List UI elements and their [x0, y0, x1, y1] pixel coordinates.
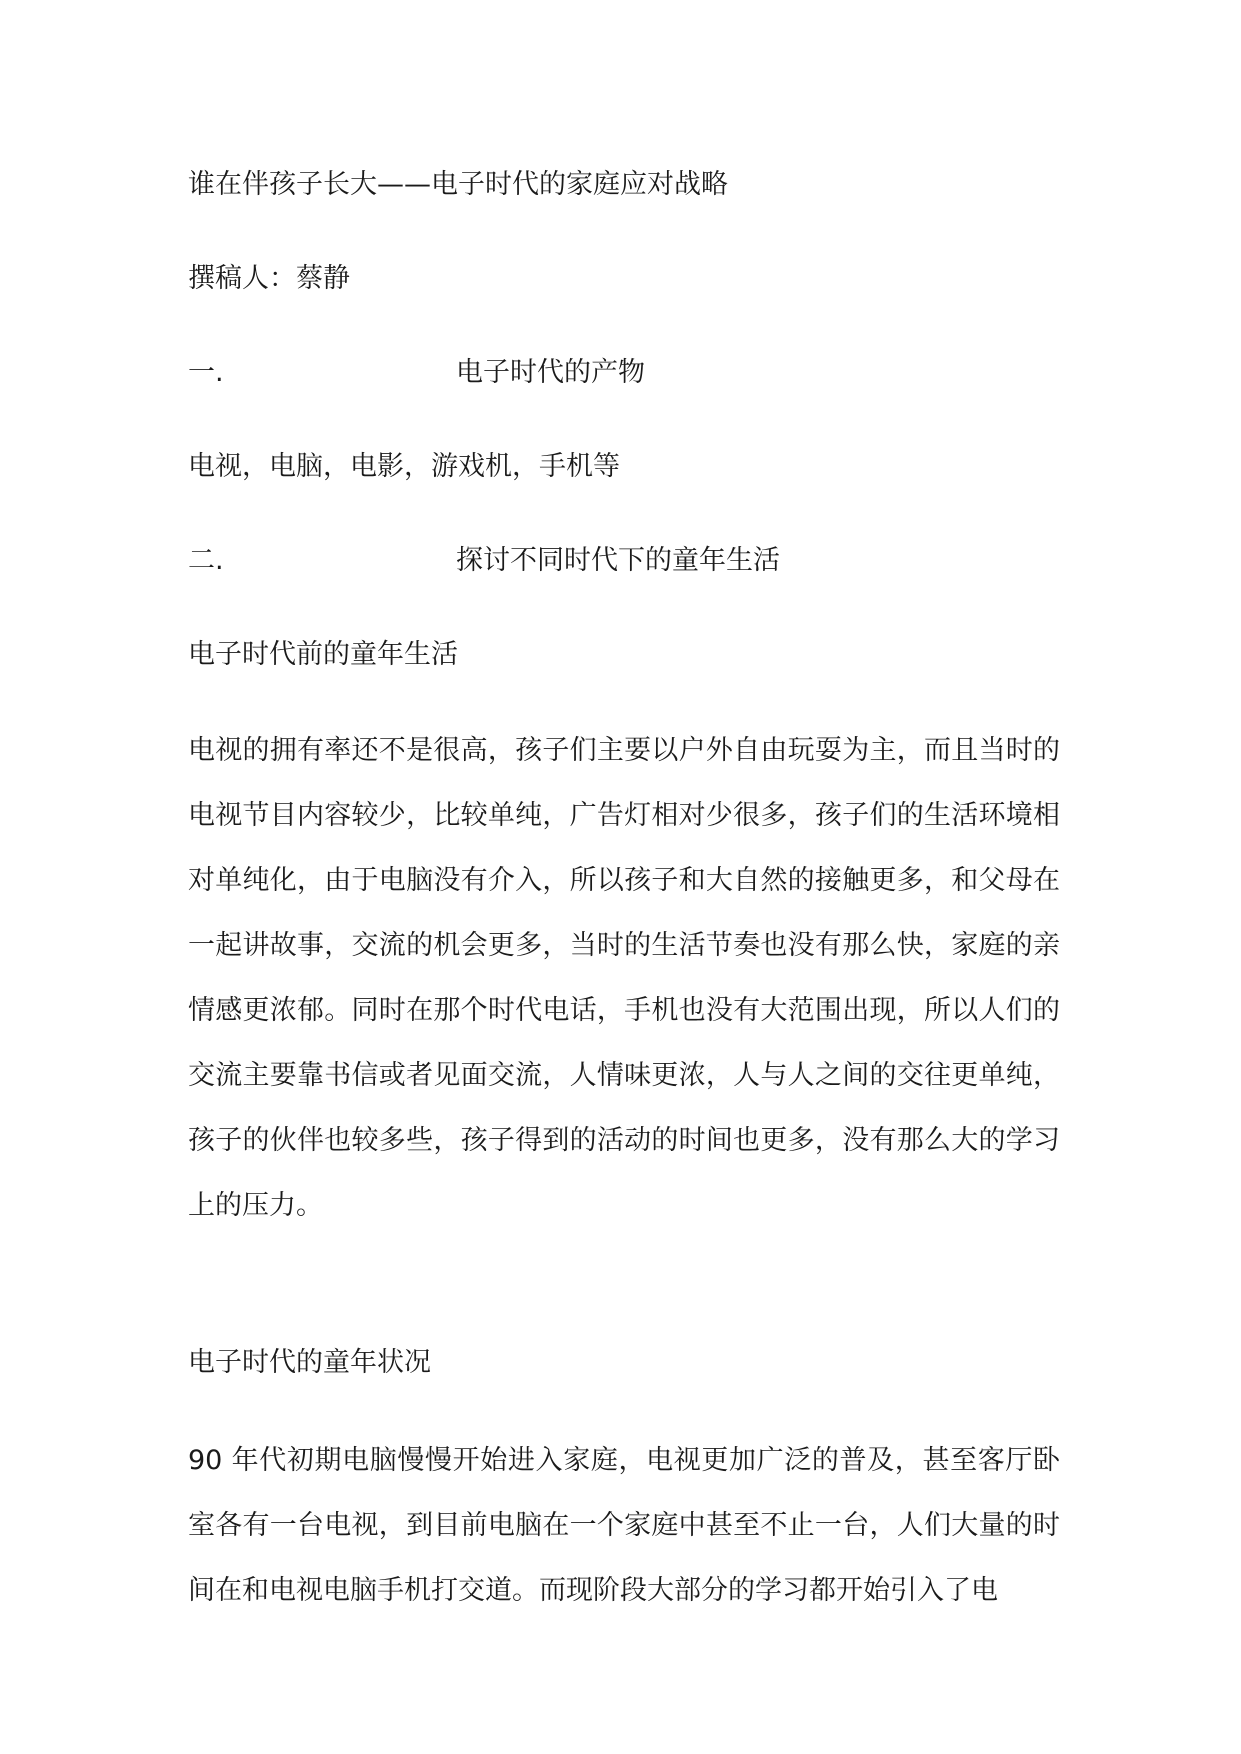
section-2-number: 二. [188, 545, 224, 576]
subheading-pre-electronic: 电子时代前的童年生活 [188, 639, 458, 670]
section-1-body: 电视，电脑，电影，游戏机，手机等 [188, 451, 620, 482]
subheading-electronic-era: 电子时代的童年状况 [188, 1347, 431, 1378]
section-1-number: 一. [188, 357, 224, 388]
section-2-heading: 探讨不同时代下的童年生活 [456, 545, 780, 576]
paragraph-pre-electronic: 电视的拥有率还不是很高，孩子们主要以户外自由玩耍为主，而且当时的电视节目内容较少，比较单纯，广告灯相对少很多，孩子们的生活环境相对单纯化，由于电脑没有介入，所以孩子和大自然的接触更多，和父母在一起讲故事，交流的机会更多，当时的生活节奏也没有那么快，家庭的亲情感更浓郁。同时在那个时代电话，手机也没有大范围出现，所以人们的交流主要靠书信或者见面交流，人情味更浓，人与人之间的交往更单纯，孩子的伙伴也较多些，孩子得到的活动的时间也更多，没有那么大的学习上的压力。 [188, 735, 1060, 1221]
document-title: 谁在伴孩子长大——电子时代的家庭应对战略 [188, 169, 728, 200]
paragraph-electronic-era: 90 年代初期电脑慢慢开始进入家庭，电视更加广泛的普及，甚至客厅卧室各有一台电视，到目前电脑在一个家庭中甚至不止一台，人们大量的时间在和电视电脑手机打交道。而现阶段大部分的学习都开始引入了电 [188, 1445, 1060, 1606]
section-1-heading: 电子时代的产物 [456, 357, 645, 388]
author-line: 撰稿人：蔡静 [188, 263, 350, 294]
